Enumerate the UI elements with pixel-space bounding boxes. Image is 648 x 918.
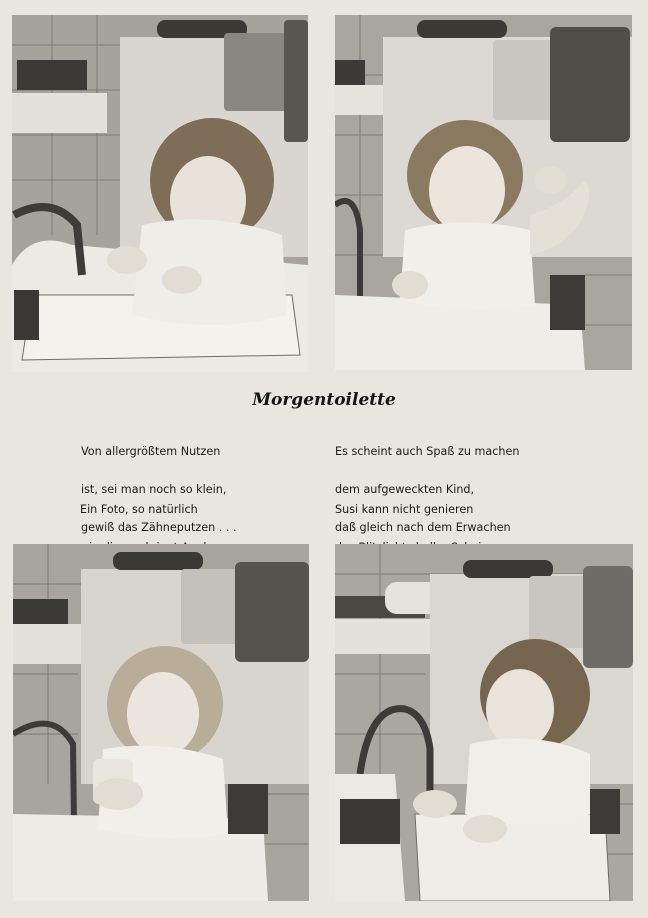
poem-line: dem aufgeweckten Kind, (335, 482, 475, 496)
poem-line: gewiß das Zähneputzen . . . (81, 520, 237, 534)
photo-washing-hands (335, 544, 633, 901)
photo-drinking-from-cup (13, 544, 309, 901)
poem-line: Von allergrößtem Nutzen (81, 445, 221, 459)
poem-line: Es scheint auch Spaß zu machen (335, 445, 520, 459)
poem-line: Ein Foto, so natürlich (80, 503, 198, 517)
poem-title: Morgentoilette (252, 390, 396, 410)
photo-brushing-teeth (335, 15, 632, 370)
photo-brushing-at-sink (12, 15, 308, 372)
poem-line: ist, sei man noch so klein, (81, 482, 227, 496)
poem-line: daß gleich nach dem Erwachen (335, 520, 511, 534)
poem-line: Susi kann nicht genieren (335, 503, 474, 517)
